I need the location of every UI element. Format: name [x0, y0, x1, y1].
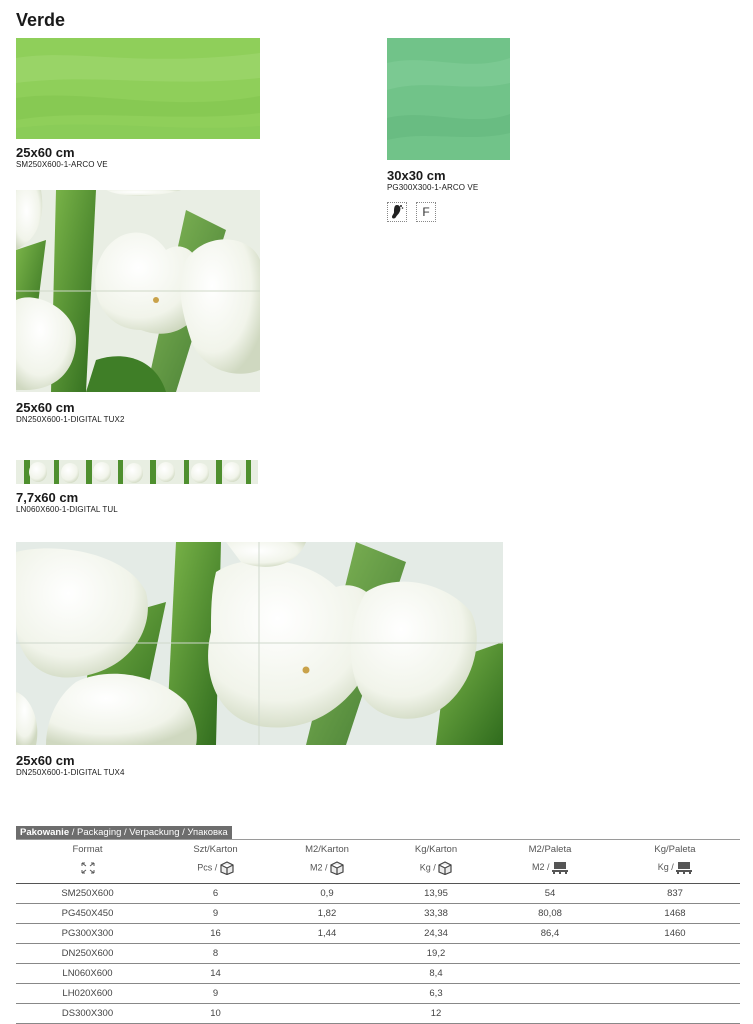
table-row	[16, 964, 740, 984]
cell-kg-pallet	[610, 1004, 740, 1024]
cell-m2-box: 1,82	[272, 904, 382, 924]
cell-kg-box: 33,38	[382, 904, 490, 924]
cell-format: PG300X300	[16, 924, 159, 944]
cell-format: SM250X600	[16, 884, 159, 904]
cell-kg-pallet: 837	[610, 884, 740, 904]
packaging-header-rest: / Packaging / Verpackung / Упаковка	[69, 827, 228, 838]
cell-format: DS300X300	[16, 1004, 159, 1024]
product-code: LN060X600-1-DIGITAL TUL	[16, 505, 118, 514]
cell-pcs-box: 9	[159, 904, 272, 924]
cell-m2-pallet	[490, 964, 610, 984]
product-size: 30x30 cm	[387, 168, 446, 183]
cell-m2-pallet: 54	[490, 884, 610, 904]
cell-m2-box	[272, 984, 382, 1004]
product-code: DN250X600-1-DIGITAL TUX4	[16, 768, 125, 777]
cell-format: LH020X600	[16, 984, 159, 1004]
table-row	[16, 984, 740, 1004]
column-header-m2-box: M2/Karton M2 /	[272, 840, 382, 884]
table-row	[16, 884, 740, 904]
cell-pcs-box: 6	[159, 884, 272, 904]
product-code: PG300X300-1-ARCO VE	[387, 183, 479, 192]
cell-m2-pallet	[490, 944, 610, 964]
cell-pcs-box: 14	[159, 964, 272, 984]
packaging-header-bold: Pakowanie	[20, 827, 70, 838]
page-title: Verde	[16, 10, 66, 30]
table-row	[16, 904, 740, 924]
column-header-kg-pallet: Kg/Paleta Kg /	[610, 840, 740, 884]
cell-kg-pallet: 1460	[610, 924, 740, 944]
unit-label: Kg /	[419, 862, 436, 873]
packaging-table	[16, 839, 740, 1024]
unit-label: M2 /	[309, 862, 328, 873]
footprint-icon	[387, 202, 407, 222]
column-header-format: Format	[16, 840, 159, 884]
product-code: DN250X600-1-DIGITAL TUX2	[16, 415, 125, 424]
tile-image-dn250x600-tux2[interactable]	[16, 190, 260, 392]
unit-label: M2 /	[531, 861, 550, 872]
frost-resistant-icon: F	[416, 202, 436, 222]
cell-format: DN250X600	[16, 944, 159, 964]
product-size: 25x60 cm	[16, 400, 75, 415]
tulip-decor-image	[16, 190, 260, 392]
table-row	[16, 924, 740, 944]
tile-image-sm250x600[interactable]	[16, 38, 260, 139]
cell-m2-box	[272, 964, 382, 984]
cell-kg-box: 24,34	[382, 924, 490, 944]
column-header-pcs-box: Szt/Karton Pcs /	[159, 840, 272, 884]
box-icon	[330, 861, 344, 875]
cell-kg-pallet	[610, 984, 740, 1004]
cell-kg-pallet	[610, 944, 740, 964]
cell-m2-pallet	[490, 1004, 610, 1024]
tile-image-pg300x300[interactable]	[387, 38, 510, 160]
table-row	[16, 1004, 740, 1024]
product-size: 25x60 cm	[16, 753, 75, 768]
box-icon	[438, 861, 452, 875]
box-icon	[220, 861, 234, 875]
tulip-panel-image	[16, 542, 503, 745]
expand-arrows-icon	[16, 861, 159, 875]
cell-format: PG450X450	[16, 904, 159, 924]
cell-m2-box	[272, 944, 382, 964]
column-header-kg-box: Kg/Karton Kg /	[382, 840, 490, 884]
cell-kg-box: 13,95	[382, 884, 490, 904]
green-wave-texture	[16, 38, 260, 139]
unit-label: Pcs /	[197, 862, 218, 873]
cell-m2-box: 1,44	[272, 924, 382, 944]
cell-m2-pallet: 86,4	[490, 924, 610, 944]
cell-kg-box: 19,2	[382, 944, 490, 964]
cell-pcs-box: 16	[159, 924, 272, 944]
cell-m2-box: 0,9	[272, 884, 382, 904]
cell-kg-box: 8,4	[382, 964, 490, 984]
cell-pcs-box: 8	[159, 944, 272, 964]
product-code: SM250X600-1-ARCO VE	[16, 160, 108, 169]
unit-label: Kg /	[657, 861, 674, 872]
packaging-header	[16, 826, 232, 839]
pallet-icon	[676, 861, 692, 874]
product-size: 7,7x60 cm	[16, 490, 79, 505]
cell-kg-box: 12	[382, 1004, 490, 1024]
column-header-m2-pallet: M2/Paleta M2 /	[490, 840, 610, 884]
cell-kg-box: 6,3	[382, 984, 490, 1004]
cell-m2-pallet: 80,08	[490, 904, 610, 924]
tile-image-ln060x600[interactable]	[16, 460, 258, 484]
cell-m2-box	[272, 1004, 382, 1024]
cell-kg-pallet	[610, 964, 740, 984]
product-size: 25x60 cm	[16, 145, 75, 160]
tulip-border-image	[16, 460, 258, 484]
mint-wave-texture	[387, 38, 510, 160]
cell-format: LN060X600	[16, 964, 159, 984]
pallet-icon	[552, 861, 568, 874]
cell-m2-pallet	[490, 984, 610, 1004]
cell-pcs-box: 10	[159, 1004, 272, 1024]
table-row	[16, 944, 740, 964]
cell-kg-pallet: 1468	[610, 904, 740, 924]
tile-image-dn250x600-tux4[interactable]	[16, 542, 503, 745]
cell-pcs-box: 9	[159, 984, 272, 1004]
